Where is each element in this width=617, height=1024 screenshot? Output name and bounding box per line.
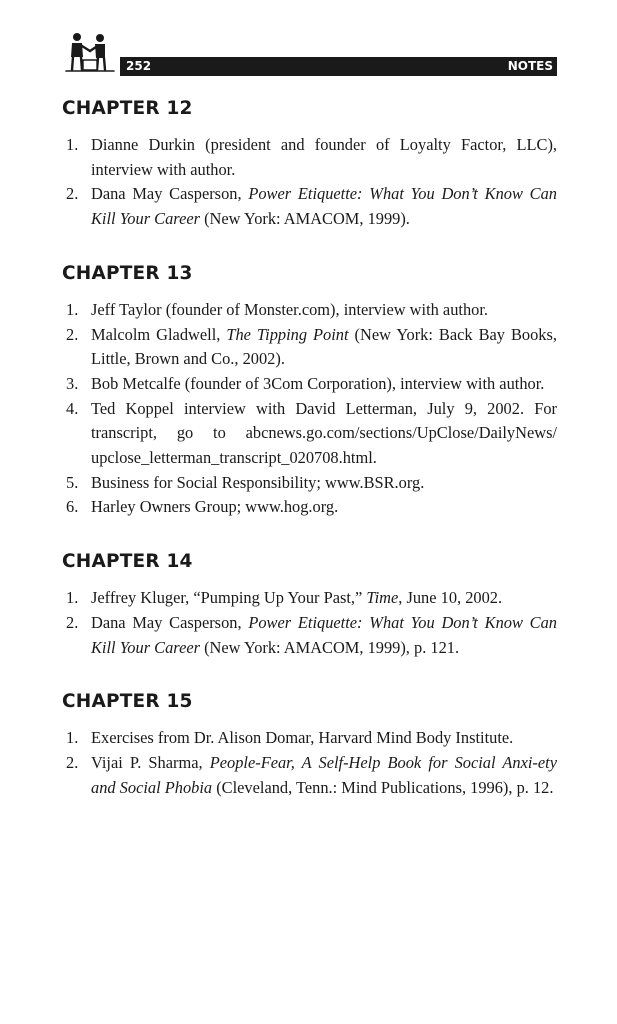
note-item: [62, 397, 557, 471]
note-text: Bob Metcalfe (founder of 3Com Corporation), interview with author.: [91, 373, 545, 393]
note-item: [62, 751, 557, 800]
book-title: Power Etiquette: What You Don’t Know Can Kill Your Career: [91, 612, 557, 657]
chapter-section: [62, 689, 557, 800]
note-text-post: (Cleveland, Tenn.: Mind Publications, 1996), p. 12.: [212, 777, 554, 797]
note-text: Harley Owners Group; www.hog.org.: [91, 497, 339, 517]
note-item: [62, 298, 557, 323]
note-text-post: (New York: Back Bay Books, Little, Brown and Co., 2002).: [91, 324, 557, 369]
note-text-pre: Dana May Casperson,: [91, 612, 249, 632]
note-text-post: (New York: AMACOM, 1999).: [200, 209, 410, 229]
notes-list: [62, 586, 557, 660]
note-text: Business for Social Responsibility; www.BSR.org.: [91, 472, 425, 492]
note-text-pre: Vijai P. Sharma,: [91, 752, 210, 772]
note-number: 4.: [66, 398, 79, 418]
chapter-section: [62, 96, 557, 232]
note-number: 6.: [66, 497, 79, 517]
running-title: NOTES: [507, 59, 553, 73]
chapter-heading: CHAPTER 12: [62, 98, 193, 119]
chapter-section: [62, 549, 557, 660]
note-number: 2.: [66, 612, 79, 632]
note-text-pre: Dana May Casperson,: [91, 184, 249, 204]
note-text: Dianne Durkin (president and founder of Loyalty Factor, LLC), interview with author.: [91, 135, 557, 179]
note-item: [62, 323, 557, 372]
note-number: 2.: [66, 184, 79, 204]
note-text: Exercises from Dr. Alison Domar, Harvard Mind Body Institute.: [91, 728, 514, 748]
note-number: 2.: [66, 324, 79, 344]
page-number: 252: [126, 59, 152, 73]
chapter-section: [62, 261, 557, 520]
chapter-heading: CHAPTER 13: [62, 262, 193, 284]
running-header: [62, 30, 557, 80]
note-text: Jeff Taylor (founder of Monster.com), interview with author.: [91, 299, 488, 319]
handshake-figures-icon: [62, 30, 118, 78]
note-item: [62, 133, 557, 182]
note-number: 1.: [66, 299, 79, 319]
note-item: [62, 611, 557, 660]
notes-list: [62, 133, 557, 232]
note-item: [62, 495, 557, 520]
note-text-post: , June 10, 2002.: [398, 588, 503, 608]
notes-content: [62, 96, 557, 829]
notes-list: [62, 298, 557, 520]
note-text-post: (New York: AMACOM, 1999), p. 121.: [200, 637, 460, 657]
note-item: [62, 372, 557, 397]
note-number: 2.: [66, 752, 79, 772]
note-number: 5.: [66, 472, 79, 492]
chapter-heading: CHAPTER 15: [62, 691, 193, 713]
note-text: Ted Koppel interview with David Letterman, July 9, 2002. For transcript, go to abcnews.go.com/sections/UpClose/DailyNews/ upclose_letterman_transcript_020708.html.: [91, 398, 557, 468]
note-item: [62, 182, 557, 231]
header-bar: [120, 57, 557, 76]
book-title: Power Etiquette: What You Don’t Know Can Kill Your Career: [91, 184, 557, 229]
note-number: 1.: [66, 728, 79, 748]
note-item: [62, 726, 557, 751]
note-number: 1.: [66, 588, 79, 608]
book-title: The Tipping Point: [226, 324, 349, 344]
book-title: People-Fear, A Self-Help Book for Social Anxi-ety and Social Phobia: [91, 752, 557, 797]
chapter-heading: CHAPTER 14: [62, 551, 193, 573]
note-number: 1.: [66, 135, 79, 154]
note-item: [62, 586, 557, 611]
periodical-title: Time: [366, 588, 399, 608]
notes-list: [62, 726, 557, 800]
note-item: [62, 471, 557, 496]
note-text-pre: Jeffrey Kluger, “Pumping Up Your Past,”: [91, 588, 367, 608]
note-text-pre: Malcolm Gladwell,: [91, 324, 227, 344]
note-number: 3.: [66, 373, 79, 393]
